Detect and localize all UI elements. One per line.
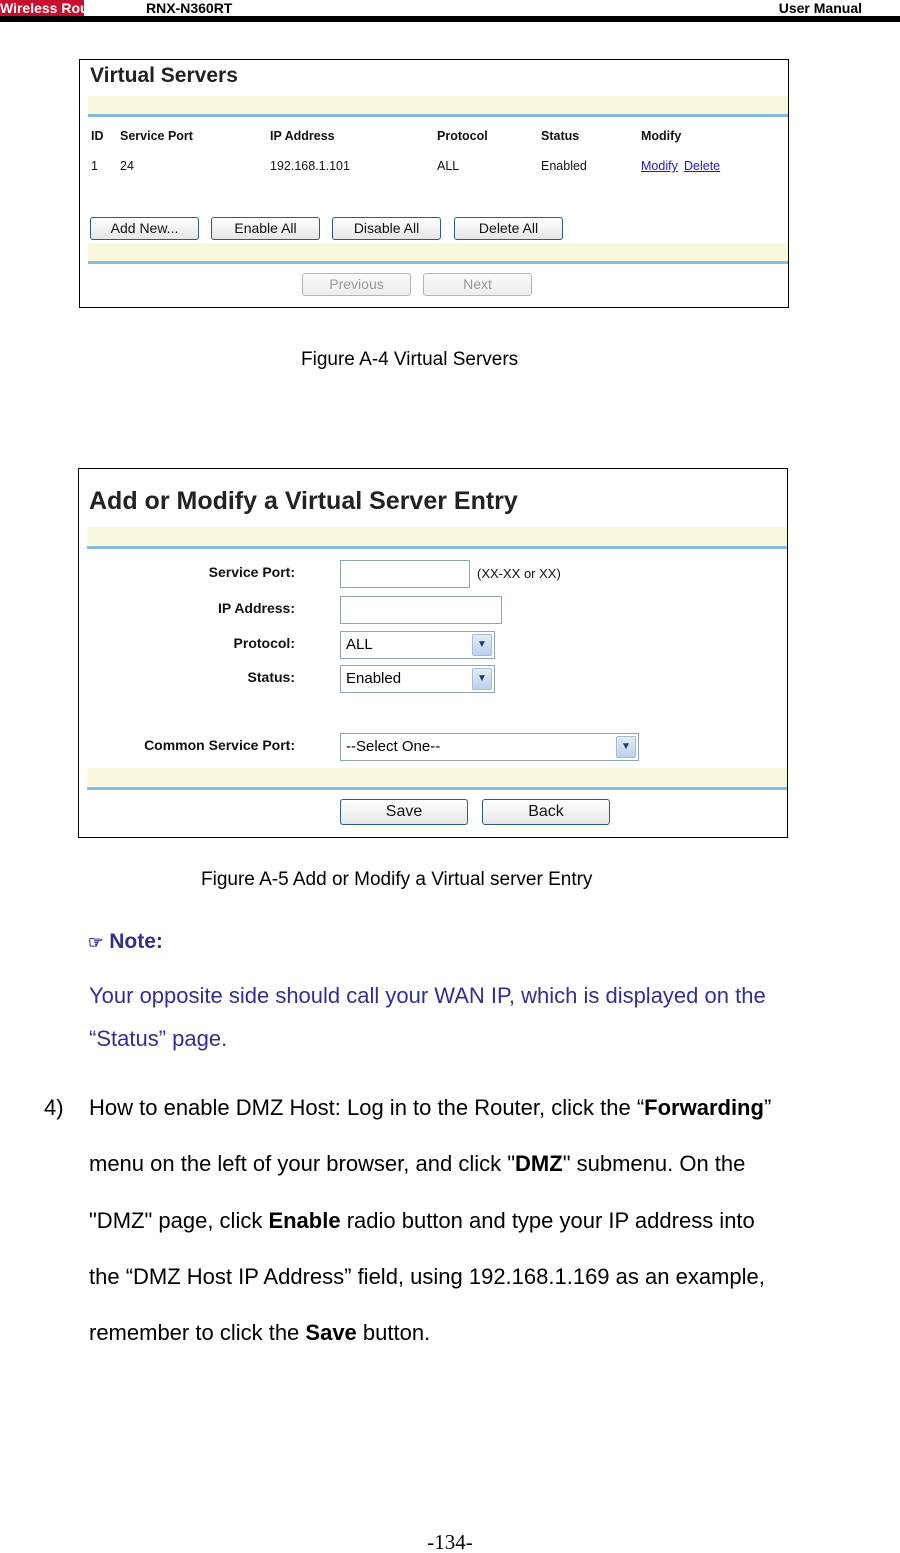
step-line-2 [89, 1151, 745, 1177]
title-rule [88, 114, 788, 117]
header-model: RNX-N360RT [146, 0, 233, 16]
step-line-1 [89, 1095, 771, 1121]
note-line-2: “Status” page. [89, 1026, 228, 1051]
footer-rule [87, 787, 787, 790]
figure-a4-caption: Figure A-4 Virtual Servers [301, 349, 519, 370]
common-service-port-select[interactable] [340, 733, 639, 761]
ip-address-input[interactable] [340, 596, 502, 624]
step-number: 4) [44, 1095, 64, 1120]
header-rule [0, 16, 900, 22]
footer-rule [88, 261, 788, 264]
step-text: button. [356, 1320, 431, 1345]
footer-band [87, 768, 787, 786]
row-ip-address: 192.168.1.101 [270, 159, 350, 173]
row-protocol: ALL [437, 159, 460, 173]
header-brand: Wireless Router [0, 0, 107, 16]
note-line-1: Your opposite side should call your WAN IP, which is displayed on the [89, 983, 766, 1008]
step-text: "DMZ" page, click [89, 1208, 269, 1233]
forwarding-term: Forwarding [644, 1095, 764, 1120]
delete-all-button[interactable]: Delete All [454, 217, 563, 240]
common-service-port-label: Common Service Port: [144, 737, 295, 753]
save-term: Save [305, 1320, 357, 1345]
col-header-status: Status [541, 129, 580, 143]
chevron-down-icon: ▼ [472, 634, 492, 656]
status-select[interactable] [340, 665, 495, 693]
add-modify-title: Add or Modify a Virtual Server Entry [89, 487, 518, 515]
col-header-id: ID [91, 129, 104, 143]
protocol-label: Protocol: [233, 635, 295, 651]
virtual-servers-screenshot [79, 59, 789, 308]
row-service-port: 24 [120, 159, 134, 173]
next-button[interactable]: Next [423, 273, 532, 296]
page-header [0, 0, 900, 24]
protocol-value: ALL [346, 636, 373, 653]
pointing-hand-icon: ☞ [88, 933, 104, 952]
common-service-port-value: --Select One-- [346, 738, 441, 755]
status-label: Status: [247, 669, 295, 685]
step-line-4: the “DMZ Host IP Address” field, using 192.168.1.169 as an example, [89, 1264, 765, 1289]
enable-all-button[interactable]: Enable All [211, 217, 320, 240]
step-text: " submenu. On the [562, 1151, 746, 1176]
note-heading-text: Note: [109, 930, 163, 953]
note-heading [88, 930, 163, 954]
step-text: radio button and type your IP address into [340, 1208, 755, 1233]
col-header-service-port: Service Port [120, 129, 193, 143]
col-header-modify: Modify [641, 129, 682, 143]
col-header-protocol: Protocol [437, 129, 488, 143]
save-button[interactable]: Save [340, 799, 468, 825]
step-line-3 [89, 1208, 755, 1234]
status-value: Enabled [346, 670, 402, 687]
step-text: menu on the left of your browser, and click " [89, 1151, 516, 1176]
ip-address-label: IP Address: [217, 600, 295, 616]
step-text: How to enable DMZ Host: Log in to the Router, click the “ [89, 1095, 645, 1120]
service-port-label: Service Port: [208, 564, 295, 580]
title-rule [87, 546, 787, 549]
row-id: 1 [91, 159, 98, 173]
col-header-ip-address: IP Address [270, 129, 335, 143]
disable-all-button[interactable]: Disable All [332, 217, 441, 240]
header-manual: User Manual [778, 0, 862, 16]
service-port-input[interactable] [340, 560, 470, 588]
row-modify-link[interactable]: Modify [641, 159, 678, 173]
enable-term: Enable [268, 1208, 341, 1233]
service-port-hint: (XX-XX or XX) [477, 566, 561, 581]
title-band [87, 527, 787, 545]
row-status: Enabled [541, 159, 587, 173]
back-button[interactable]: Back [482, 799, 610, 825]
previous-button[interactable]: Previous [302, 273, 411, 296]
protocol-select[interactable] [340, 631, 495, 659]
step-text: remember to click the [89, 1320, 306, 1345]
step-line-5 [89, 1320, 430, 1346]
page-number: -134- [427, 1530, 473, 1553]
step-text: ” [763, 1095, 772, 1120]
add-new-button[interactable]: Add New... [90, 217, 199, 240]
note-body [89, 974, 879, 1060]
chevron-down-icon: ▼ [472, 668, 492, 690]
virtual-servers-title: Virtual Servers [90, 64, 238, 87]
dmz-term: DMZ [515, 1151, 563, 1176]
title-band [88, 96, 788, 114]
add-modify-screenshot [78, 468, 788, 838]
figure-a5-caption: Figure A-5 Add or Modify a Virtual server Entry [201, 869, 593, 890]
chevron-down-icon: ▼ [616, 736, 636, 758]
row-delete-link[interactable]: Delete [684, 159, 721, 173]
footer-band [88, 243, 788, 261]
